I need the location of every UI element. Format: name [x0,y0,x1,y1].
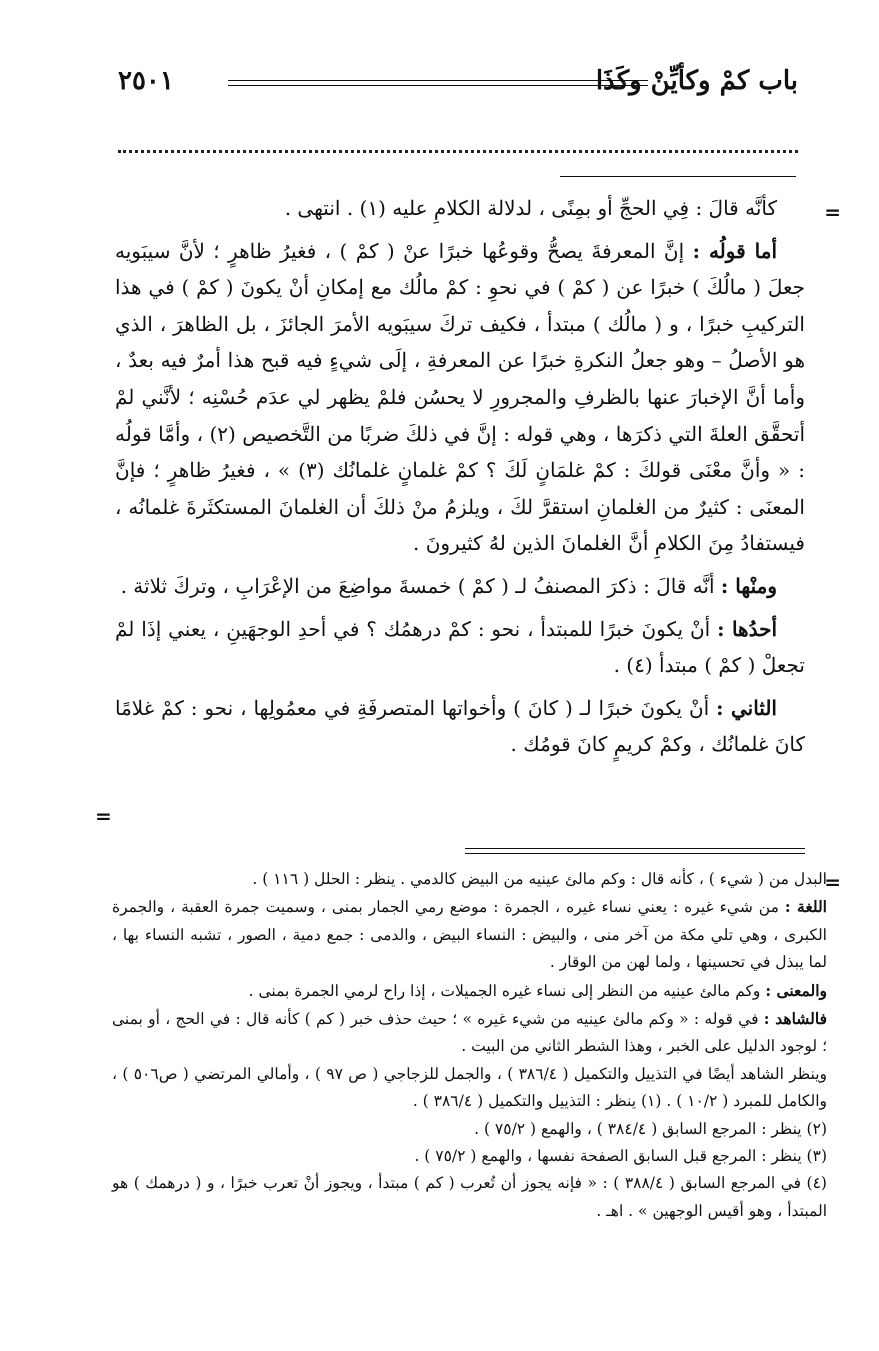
continuation-mark-top: = [824,200,841,224]
chapter-title: باب كمْ وكأيِّنْ وكَذَا [595,66,798,96]
running-header [118,62,798,102]
footnote-line [112,1170,827,1225]
footnote-line [112,1005,827,1061]
paragraph-text: أنَّه قالَ : ذكرَ المصنفُ لـ ( كمْ ) خمسةَ مواضِعَ من الإعْرَابِ ، وتركَ ثلاثة . [120,573,715,598]
footnote-separator [465,848,805,854]
paragraph-lead: أما قولُه : [692,238,778,263]
footnote-text: وكم مالئ عينيه من النظر إلى نساء غيره الجميلات ، إذا راح لرمي الجمرة بمنى . [248,981,761,1000]
dotted-separator [118,150,798,153]
footnote-lead: والمعنى : [765,980,827,1000]
header-double-rule [228,80,648,86]
footnote-text: من شيء غيره : يعني نساء غيره ، الجمرة : موضع رمي الجمار بمنى ، وسميت جمرة العقبة ، والجمرة الكبرى ، وهي تلي مكة من آخر منى ، والبيض : النساء البيض ، والدمى : جمع دمية ، الصور ، تشبه النساء بها ، لما يبذل في تحسينها ، ولما لهن من الوقار . [112,898,827,972]
paragraph-text: أنْ يكونَ خبرًا للمبتدأ ، نحو : كمْ درهمُك ؟ في أحدِ الوجهَينِ ، يعني إذَا لمْ تجعلْ ( كمْ ) مبتدأ (٤) . [115,616,805,678]
footnote-text: في قوله : « وكم مالئ عينيه من شيء غيره » ؛ حيث حذف خبر ( كم ) كأنه قال : في الحج ، أو بمنى ؛ لوجود الدليل على الخبر ، وهذا الشطر الثاني من البيت . [112,1010,827,1056]
footnotes [112,866,827,1225]
footnote-text: البدل من ( شيء ) ، كأنه قال : وكم مالئ عينيه من البيض كالدمي . ينظر : الحلل ( ١١٦ ) . [252,870,827,888]
paragraph-lead: ومنْها : [720,573,777,598]
footnote-text: (٢) ينظر : المرجع السابق ( ٣٨٤/٤ ) ، والهمع ( ٧٥/٢ ) . [474,1119,827,1138]
footnote-text: وينظر الشاهد أيضًا في التذييل والتكميل ( ٣٨٦/٤ ) ، والجمل للزجاجي ( ص ٩٧ ) ، وأمالي المرتضي ( ص٥٠٦ ) ، والكامل للمبرد ( ١٠/٢ ) . (١) ينظر : التذييل والتكميل ( ٣٨٦/٤ ) . [112,1064,827,1111]
footnote-text: (٣) ينظر : المرجع قبل السابق الصفحة نفسها ، والهمع ( ٧٥/٢ ) . [414,1147,827,1166]
paragraph [115,190,805,227]
footnote-lead: اللغة : [784,897,827,917]
paragraph-text: أنْ يكونَ خبرًا لـ ( كانَ ) وأخواتها المتصرفَةِ في معمُولِها ، نحو : كمْ غلامًا كانَ غلمانُك ، وكمْ كريمٍ كانَ قومُك . [115,695,805,757]
main-text [115,190,805,769]
footnote-line [112,866,827,893]
footnote-line [112,1116,827,1143]
footnote-text: (٤) في المرجع السابق ( ٣٨٨/٤ ) : « فإنه يجوز أن تُعرب ( كم ) مبتدأ ، ويجوز أنْ تعرب خبرًا ، و ( درهمك ) هو المبتدأ ، وهو أقيس الوجهين » . اهـ . [112,1174,827,1220]
paragraph-lead: الثاني : [716,695,777,720]
paragraph-lead: أحدُها : [717,616,777,641]
short-rule [560,176,796,177]
footnote-lead: فالشاهد : [763,1009,827,1029]
paragraph [115,233,805,562]
page-number: ٢٥٠١ [118,66,174,96]
paragraph-text: إنَّ المعرفةَ يصحُّ وقوعُها خبرًا عنْ ( كمْ ) ، فغيرُ ظاهرٍ ؛ لأنَّ سيبَويه جعلَ ( مالُكَ ) خبرًا عن ( كمْ ) في نحوِ : كمْ مالُك مع إمكانِ أنْ يكونَ ( كمْ ) في هذا التركيبِ خبرًا ، و ( مالُك ) مبتدأ ، فكيف تركَ سيبَويه الأمرَ الجائزَ ، بل الظاهرَ ، الذي هو الأصلُ – وهو جعلُ النكرةِ خبرًا عن المعرفةِ ، إلَى شيءٍ فيه قبح هذا أمرٌ فيه بعدٌ ، وأما أنَّ الإخبارَ عنها بالظرفِ والمجرورِ لا يحسُن فلمْ يظهر لي عدَم حُسْنِه ؛ لأنَّني لمْ أتحقَّق العلةَ التي ذكرَها ، وهي قوله : إنَّ في ذلكَ ضربًا من التَّخصيص (٢) ، وأمَّا قولُه : « وأنَّ معْنَى قولكَ : كمْ غلمَانٍ لَكَ ؟ كمْ غلمانٍ غلمانُك (٣) » ، فغيرُ ظاهرٍ ؛ فإنَّ المعنَى : كثيرٌ من الغلمانِ استقرَّ لكَ ، ويلزمُ منْ ذلكَ أن الغلمانَ المستكثَرةَ غلمانُه ، فيستفادُ مِنَ الكلامِ أنَّ الغلمانَ الذين لهُ كثيرونَ . [115,238,806,556]
footnote-line [112,893,827,976]
paragraph [115,690,805,763]
paragraph [115,611,805,684]
paragraph-text: كأنَّه قالَ : فِي الحجِّ أو بمِنًى ، لدلالة الكلامِ عليه (١) . انتهى . [284,196,777,220]
paragraph [115,568,805,605]
footnote-line [112,1143,827,1170]
footnote-line [112,977,827,1005]
continuation-mark-bottom: = [95,804,112,828]
continuation-mark-footnote: = [824,870,841,894]
footnote-line [112,1061,827,1116]
